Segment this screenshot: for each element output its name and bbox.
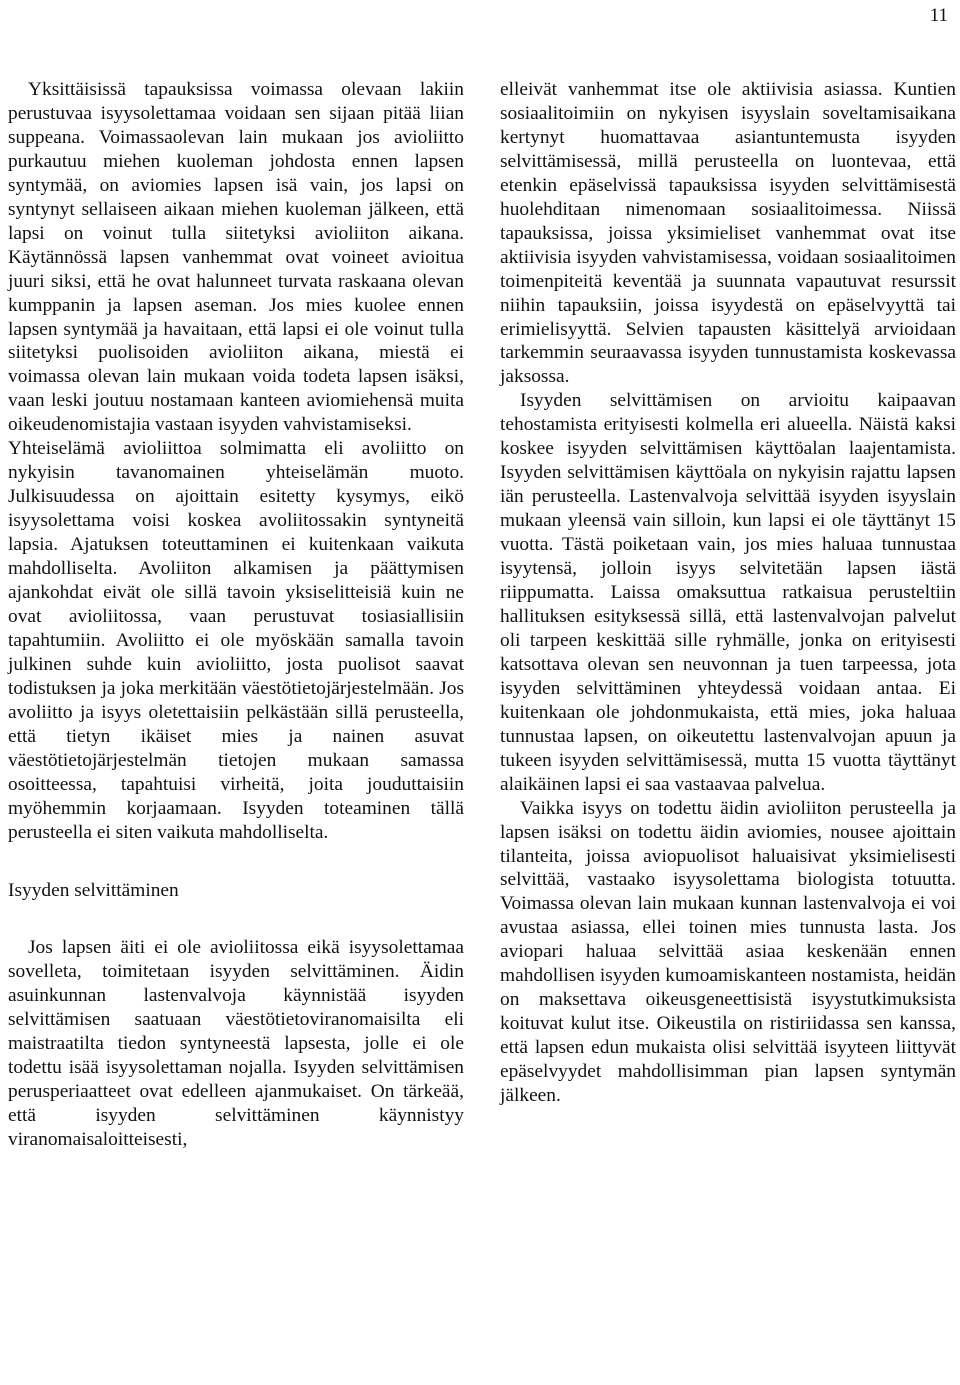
- left-column: [8, 78, 464, 1152]
- paragraph-isyyden-selvittaminen-intro: Jos lapsen äiti ei ole avioliitossa eikä isyysolettamaa sovelleta, toimitetaan isyyden selvittäminen. Äidin asuinkunnan lastenvalvoja käynnistää isyyden selvittämisen saatuaan väestötietoviranomaisilta eli maistraatilta tiedon syntyneestä lapsesta, jolle ei ole todettu isää isyysolettaman nojalla. Isyyden selvittämisen perusperiaatteet ovat edelleen ajanmukaiset. On tärkeää, että isyyden selvittäminen käynnistyy viranomaisaloitteisesti,: [8, 937, 464, 1151]
- paragraph-aviopuolisot-selvitys: Vaikka isyys on todettu äidin avioliiton perusteella ja lapsen isäksi on todettu äidin aviomies, nousee ajoittain tilanteita, joissa aviopuolisot haluaisivat yksimielisesti selvittää, vastaako isyysolettama biologista totuutta. Voimassa olevan lain mukaan kunnan lastenvalvoja ei voi avustaa asiassa, ellei toinen mies tunnusta lasta. Jos aviopari haluaa selvittää asiaa keskenään ennen mahdollisen isyyden kumoamiskanteen nostamista, heidän on maksettava oikeusgeneettisistä isyystutkimuksista koituvat kulut itse. Oikeustila on ristiriidassa sen kanssa, että lapsen edun mukaista olisi selvittää isyyteen liittyvät epäselvyydet mahdollisimman pian lapsen syntymän jälkeen.: [500, 797, 956, 1107]
- paragraph-sosiaalitoimi: elleivät vanhemmat itse ole aktiivisia asiassa. Kuntien sosiaalitoimiin on nykyisen isyyslain soveltamisaikana kertynyt huomattavaa asiantuntemusta isyyden selvittämisessä, millä perusteella on luontevaa, että etenkin epäselvissä tapauksissa isyyden selvittämisestä huolehditaan nimenomaan sosiaalitoimessa. Niissä tapauksissa, joissa yksimieliset vanhemmat ovat itse aktiivisia isyyden vahvistamisessa, voidaan sosiaalitoimen toimenpiteitä keventää ja suunnata vapautuvat resurssit niihin tapauksiin, joissa isyydestä on epäselvyyttä tai erimielisyyttä. Selvien tapausten käsittelyä arvioidaan tarkemmin seuraavassa isyyden tunnustamista koskevassa jaksossa.: [500, 79, 956, 388]
- paragraph-isyysolettama-suppea: Yksittäisissä tapauksissa voimassa olevaan lakiin perustuvaa isyysolettamaa voidaan sen sijaan pitää liian suppeana. Voimassaolevan lain mukaan jos avioliitto purkautuu miehen kuoleman johdosta ennen lapsen syntymää, on aviomies lapsen isä vain, jos lapsi on syntynyt sellaiseen aikaan miehen kuoleman jälkeen, että lapsi on voinut tulla siitetyksi avioliiton aikana. Käytännössä lapsen vanhemmat ovat voineet avioitua juuri siksi, että he ovat halunneet turvata raskaana olevan kumppanin ja lapsen aseman. Jos mies kuolee ennen lapsen syntymää ja havaitaan, että lapsi ei ole voinut tulla siitetyksi puolisoiden avioliiton aikana, miestä ei voimassa olevan lain mukaan voida todeta lapsen isäksi, vaan leski joutuu nostamaan kanteen aviomiehensä muita oikeudenomistajia vastaan isyyden vahvistamiseksi.: [8, 79, 464, 436]
- section-heading-isyyden-selvittaminen: Isyyden selvittäminen: [8, 879, 179, 901]
- page-number: 11: [929, 5, 948, 26]
- paragraph-kayttoalan-laajentaminen: Isyyden selvittämisen on arvioitu kaipaavan tehostamista erityisesti kolmella eri alueella. Näistä kaksi koskee isyyden selvittämisen käyttöalan laajentamista. Isyyden selvittämisen käyttöala on nykyisin rajattu lapsen iän perusteella. Lastenvalvoja selvittää isyyden isyyslain mukaan yleensä vain silloin, kun lapsi ei ole täyttänyt 15 vuotta. Tästä poiketaan vain, jos mies haluaa tunnustaa isyytensä, jolloin isyys selvitetään lapsen iästä riippumatta. Laissa omaksuttua ratkaisua perusteltiin hallituksen esityksessä sillä, että lastenvalvojan palvelut oli tarpeen keskittää sille ryhmälle, jonka on erityisesti katsottava olevan sen neuvonnan ja tuen tarpeessa, jota isyyden selvittäminen yhteydessä voidaan antaa. Ei kuitenkaan ole johdonmukaista, että mies, joka haluaa tunnustaa lapsen, on oikeutettu lastenvalvojan apuun ja tukeen isyyden selvittämisessä, mutta 15 vuotta täyttänyt alaikäinen lapsi ei saa vastaavaa palvelua.: [500, 390, 956, 795]
- right-column: [500, 78, 956, 1108]
- paragraph-avoliitto: Yhteiselämä avioliittoa solmimatta eli avoliitto on nykyisin tavanomainen yhteiselämän muoto. Julkisuudessa on ajoittain esitetty kysymys, eikö isyysolettama voisi koskea avoliitossakin syntyneitä lapsia. Ajatuksen toteuttaminen ei kuitenkaan vaikuta mahdolliselta. Avoliiton alkamisen ja päättymisen ajankohdat eivät ole sillä tavoin yksiselitteisiä kuin ne ovat avioliitossa, vaan perustuvat tosiasiallisiin tapahtumiin. Avoliitto ei ole myöskään samalla tavoin julkinen suhde kuin avioliitto, josta puolisot saavat todistuksen ja joka merkitään väestötietojärjestelmään. Jos avoliitto ja isyys oletettaisiin pelkästään sillä perusteella, että tietyn ikäiset mies ja nainen asuvat väestötietojärjestelmän tietojen mukaan samassa osoitteessa, tapahtuisi virheitä, joita jouduttaisiin myöhemmin korjaamaan. Isyyden toteaminen tällä perusteella ei siten vaikuta mahdolliselta.: [8, 438, 464, 843]
